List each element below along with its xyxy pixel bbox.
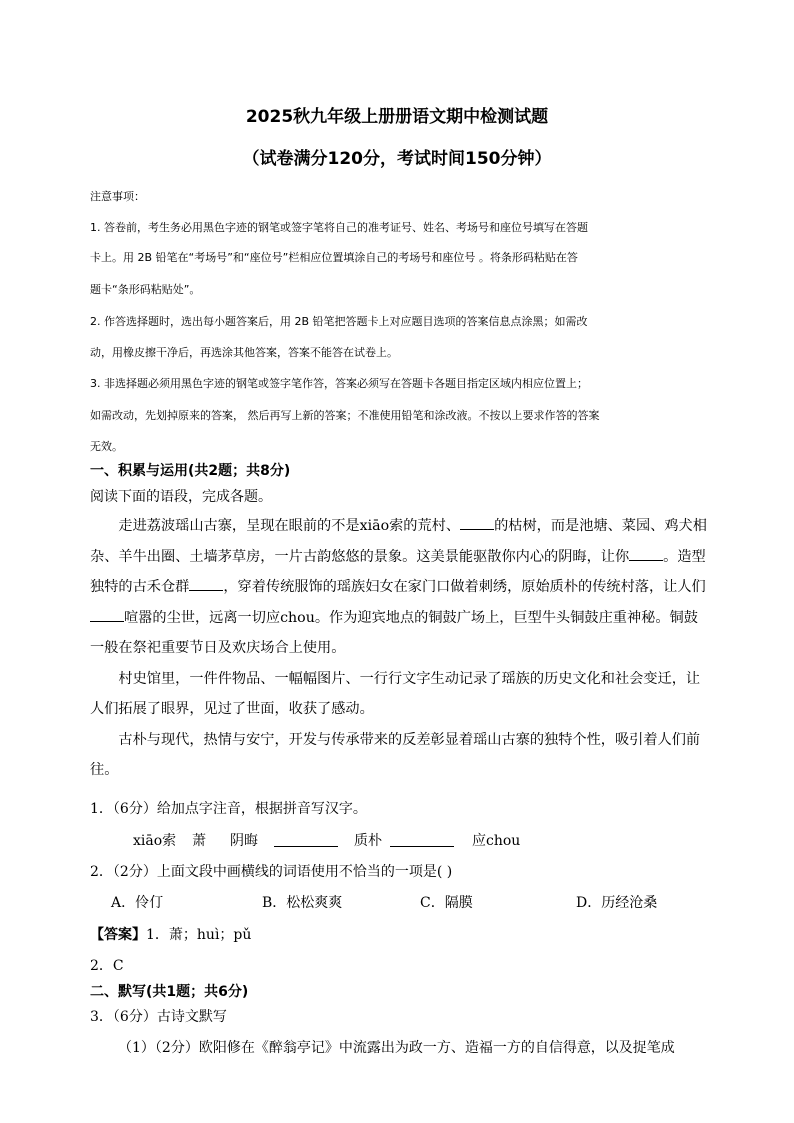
q2-option-a: A．伶仃 bbox=[111, 895, 164, 911]
q1-item-2: 萧 bbox=[192, 833, 206, 849]
page-subtitle: （试卷满分120分，考试时间150分钟） bbox=[242, 149, 552, 169]
notes-line: 3. 非选择题必须用黑色字迹的钢笔或签字笔作答，答案必须写在答题卡各题目指定区域内相应位置上； bbox=[90, 377, 588, 390]
underline-blank bbox=[90, 607, 124, 622]
page-title: 2025秋九年级上册册语文期中检测试题 bbox=[245, 107, 549, 127]
answer-line-1: 【答案】1．萧；huì；pǔ bbox=[90, 927, 252, 943]
notes-line: 动，用橡皮擦干净后，再选涂其他答案，答案不能答在试卷上。 bbox=[90, 346, 398, 359]
notes-heading: 注意事项： bbox=[90, 190, 145, 203]
passage-paragraph-1: 走进荔波瑶山古寨，呈现在眼前的不是xiāo索的荒村、 的枯树，而是池塘、菜园、鸡犬相杂、羊牛出圈、土墙茅草房，一片古韵悠悠的景象。这美景能驱散你内心的阴晦，让你 。造型独特的古禾仓群 ，穿着传统服饰的瑶族妇女在家门口做着刺绣，原始质朴的传统村落，让人们喧嚣的尘世，远离一切应chou。作为迎宾地点的铜鼓广场上，巨型牛头铜鼓庄重神秘。铜鼓一般在祭祀重要节日及欢庆场合上使用。 bbox=[90, 511, 710, 664]
q2-option-b: B．松松爽爽 bbox=[262, 895, 343, 911]
notes-line: 2. 作答选择题时，选出每小题答案后，用 2B 铅笔把答题卡上对应题目选项的答案信息点涂黑；如需改 bbox=[90, 315, 588, 328]
q1-item-1: xiāo索 bbox=[133, 833, 177, 849]
notes-line: 卡上。用 2B 铅笔在“考场号”和“座位号”栏相应位置填涂自己的考场号和座位号 。将条形码粘贴在答 bbox=[90, 251, 578, 264]
passage-paragraph-3: 古朴与现代，热情与安宁，开发与传承带来的反差彰显着瑶山古寨的独特个性，吸引着人们前往。 bbox=[90, 731, 701, 778]
q1-item-5: 应chou bbox=[472, 833, 521, 849]
notes-line: 无效。 bbox=[90, 440, 123, 453]
underline-blank bbox=[460, 515, 494, 530]
underline-blank bbox=[189, 576, 223, 591]
section1-intro: 阅读下面的语段，完成各题。 bbox=[90, 489, 272, 505]
q1-item-3: 阴晦 bbox=[230, 833, 258, 849]
question-3-1: （1）（2分）欧阳修在《醉翁亭记》中流露出为政一方、造福一方的自信得意，以及捉笔成 bbox=[118, 1040, 675, 1056]
underline-blank bbox=[629, 546, 663, 561]
notes-line: 如需改动，先划掉原来的答案， 然后再写上新的答案；不准使用铅笔和涂改液。不按以上要求作答的答案 bbox=[90, 409, 600, 422]
q2-option-d: D．历经沧桑 bbox=[576, 895, 658, 911]
answer-line-2: 2．C bbox=[90, 958, 124, 974]
section1-heading: 一、积累与运用(共2题；共8分) bbox=[90, 463, 291, 479]
q1-blank-2 bbox=[390, 832, 454, 852]
reading-passage bbox=[90, 511, 710, 786]
notes-line: 1. 答卷前，考生务必用黑色字迹的钢笔或签字笔将自己的准考证号、姓名、考场号和座位号填写在答题 bbox=[90, 221, 588, 234]
passage-paragraph-2: 村史馆里，一件件物品、一幅幅图片、一行行文字生动记录了瑶族的历史文化和社会变迁，让人们拓展了眼界，见过了世面，收获了感动。 bbox=[90, 670, 701, 717]
question-1: 1．（6分）给加点字注音，根据拼音写汉字。 bbox=[90, 801, 367, 817]
question-2: 2．（2分）上面文段中画横线的词语使用不恰当的一项是( ) bbox=[90, 864, 453, 880]
q1-item-4: 质朴 bbox=[354, 833, 382, 849]
q1-blank-1 bbox=[274, 832, 338, 852]
notes-line: 题卡“条形码粘贴处”。 bbox=[90, 283, 201, 296]
question-3: 3．（6分）古诗文默写 bbox=[90, 1009, 227, 1025]
section2-heading: 二、默写(共1题；共6分) bbox=[90, 984, 249, 1000]
q2-option-c: C．隔膜 bbox=[420, 895, 473, 911]
